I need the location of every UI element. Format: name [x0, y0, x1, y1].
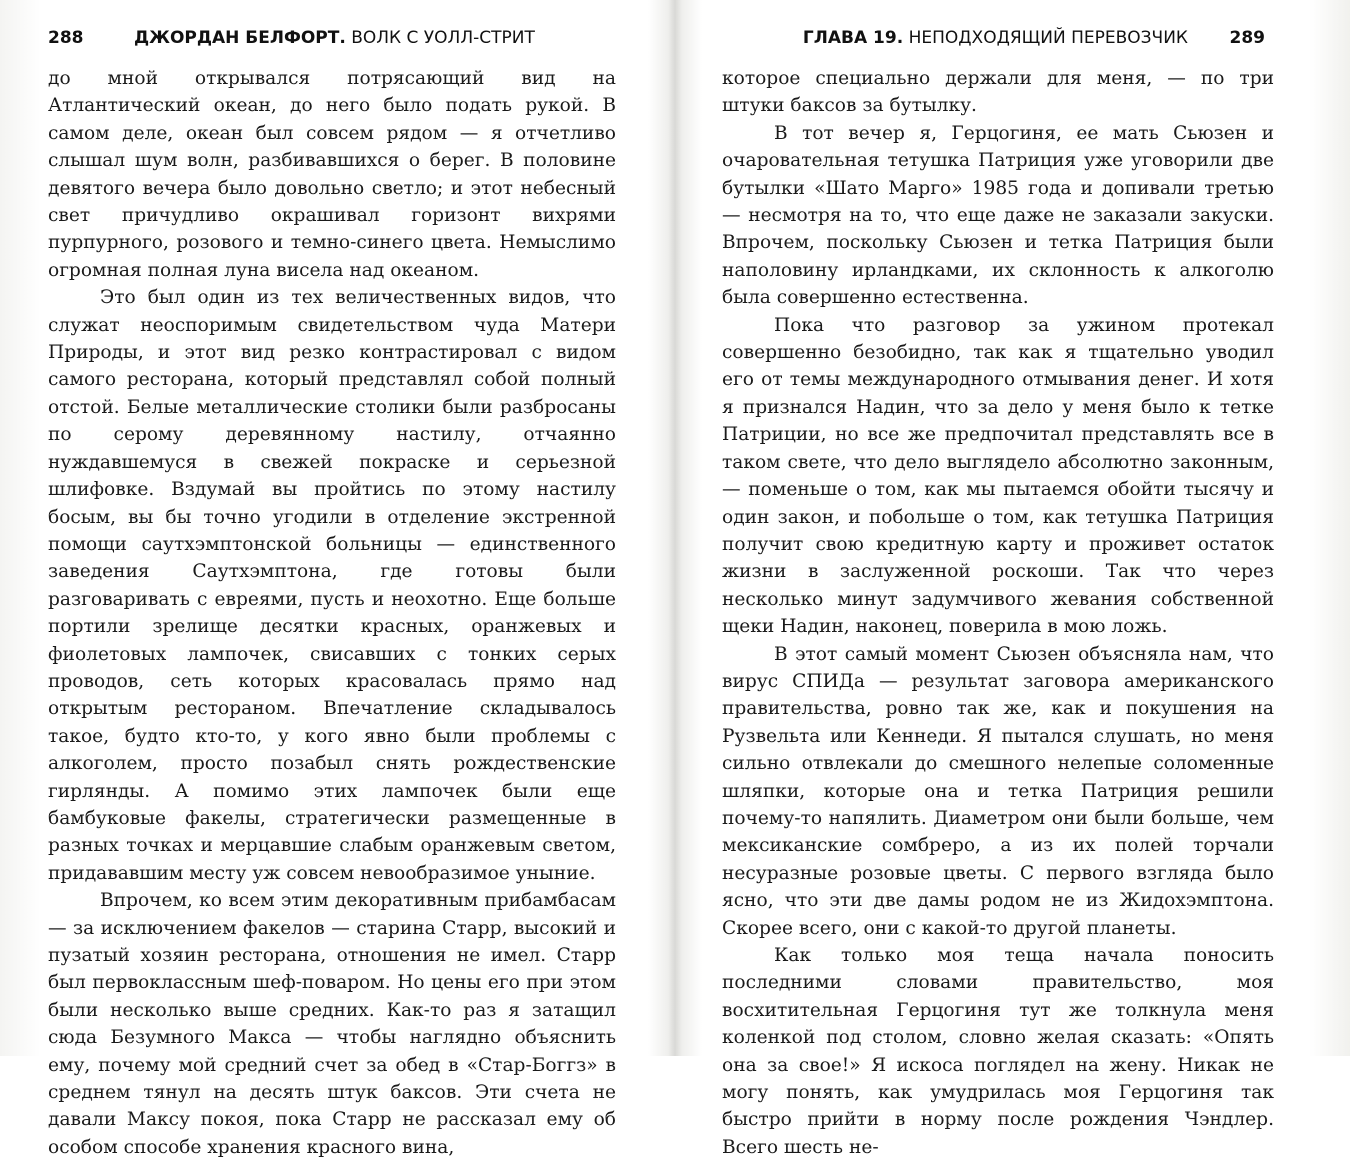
left-header-title: ВОЛК С УОЛЛ-СТРИТ: [351, 28, 535, 48]
left-header-author: ДЖОРДАН БЕЛФОРТ.: [134, 28, 346, 48]
right-running-header: [803, 28, 1188, 48]
right-paragraph-2: В тот вечер я, Герцогиня, ее мать Сьюзен и очаровательная тетушка Патриция уже уговорили две бутылки «Шато Марго» 1985 года и допивали третью — несмотря на то, что еще даже не заказали закуски. Впрочем, поскольку Сьюзен и тетка Патриция были наполовину ирландками, их склонность к алкоголю была совершенно естественна.: [722, 122, 1274, 309]
right-paragraph-5: Как только моя теща начала поносить последними словами правительство, моя восхитительная Герцогиня тут же толкнула меня коленкой под столом, словно желая сказать: «Опять она за свое!» Я искоса поглядел на жену. Никак не могу понять, как умудрилась моя Герцогиня так быстро прийти в норму после рождения Чэндлер. Всего шесть не-: [722, 945, 1274, 1158]
right-body-text: [722, 65, 1274, 1161]
right-page-number: 289: [1229, 28, 1265, 48]
right-header-title: НЕПОДХОДЯЩИЙ ПЕРЕВОЗЧИК: [908, 28, 1188, 48]
left-body-text: [48, 65, 616, 1161]
right-paragraph-1: которое специально держали для меня, — по три штуки баксов за бутылку.: [722, 68, 1274, 117]
right-header-chapter: ГЛАВА 19.: [802, 28, 904, 48]
right-paragraph-4: В этот самый момент Сьюзен объясняла нам, что вирус СПИДа — результат заговора американского правительства, ровно так же, как и покушения на Рузвельта или Кеннеди. Я пытался слушать, но меня сильно отвлекали до смешного нелепые соломенные шляпки, которые она и тетка Патриция решили почему-то напялить. Диаметром они были больше, чем мексиканские сомбреро, а из их полей торчали несуразные розовые цветы. С первого взгляда было ясно, что эти две дамы родом не из Жидохэмптона. Скорее всего, они с какой-то другой планеты.: [722, 643, 1274, 939]
right-paragraph-3: Пока что разговор за ужином протекал совершенно безобидно, так как я тщательно уводил его от темы международного отмывания денег. И хотя я признался Надин, что за дело у меня было к тетке Патриции, но все же предпочитал представлять все в таком свете, что дело выглядело абсолютно законным, — поменьше о том, как мы пытаемся обойти тысячу и один закон, и побольше о том, как тетушка Патриция получит свою кредитную карту и проживет остаток жизни в заслуженной роскоши. Так что через несколько минут задумчивого жевания собственной щеки Надин, наконец, поверила в мою ложь.: [722, 314, 1274, 638]
right-page: [675, 0, 1350, 1158]
left-page-number: 288: [48, 28, 84, 48]
left-paragraph-2: Это был один из тех величественных видов, что служат неоспоримым свидетельством чуда Матери Природы, и этот вид резко контрастировал с видом самого ресторана, который представлял собой полный отстой. Белые металлические столики были разбросаны по серому деревянному настилу, отчаянно нуждавшемуся в свежей покраске и серьезной шлифовке. Вздумай вы пройтись по этому настилу босым, вы бы точно угодили в отделение экстренной помощи саутхэмптонской больницы — единственного заведения Саутхэмптона, где готовы были разговаривать с евреями, пусть и неохотно. Еще больше портили зрелище десятки красных, оранжевых и фиолетовых лампочек, свисавших с тонких серых проводов, сеть которых красовалась прямо над открытым рестораном. Впечатление складывалось такое, будто кто-то, у кого явно были проблемы с алкоголем, просто позабыл снять рождественские гирлянды. А помимо этих лампочек были еще бамбуковые факелы, стратегически размещенные в разных точках и мерцавшие слабым оранжевым светом, придававшим месту уж совсем невообразимое уныние.: [48, 287, 616, 884]
left-page: [0, 0, 675, 1158]
left-paragraph-3: Впрочем, ко всем этим декоративным прибамбасам — за исключением факелов — старина Старр, высокий и пузатый хозяин ресторана, отношения не имел. Старр был первоклассным шеф-поваром. Но цены его при этом были несколько выше средних. Как-то раз я затащил сюда Безумного Макса — чтобы наглядно объяснить ему, почему мой средний счет за обед в «Стар-Боггз» в среднем тянул на десять штук баксов. Эти счета не давали Максу покоя, пока Старр не рассказал ему об особом способе хранения красного вина,: [48, 890, 616, 1158]
left-paragraph-1: до мной открывался потрясающий вид на Атлантический океан, до него было подать рукой. В самом деле, океан был совсем рядом — я отчетливо слышал шум волн, разбивавшихся о берег. В половине девятого вечера было довольно светло; и этот небесный свет причудливо окрашивал горизонт вихрями пурпурного, розового и темно-синего цвета. Немыслимо огромная полная луна висела над океаном.: [48, 68, 616, 281]
left-running-header: [134, 28, 535, 48]
